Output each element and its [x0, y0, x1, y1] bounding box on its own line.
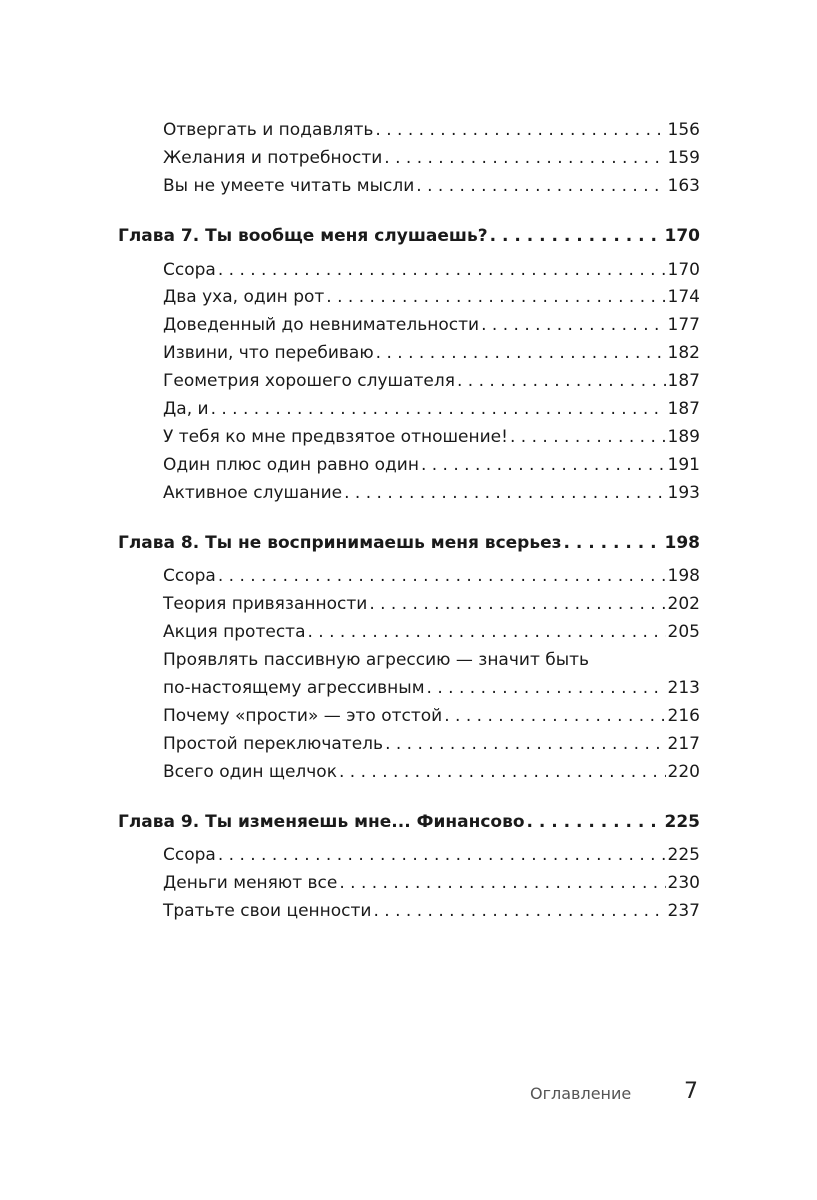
dot-leader: [510, 424, 666, 452]
toc-entry: [163, 424, 700, 452]
toc-entry-title: Один плюс один равно один: [163, 454, 419, 475]
toc-entry: [163, 340, 700, 368]
toc-entry: [163, 173, 700, 201]
page-number: 7: [684, 1079, 698, 1104]
dot-leader: [211, 396, 666, 424]
toc-entry-title: Почему «прости» — это отстой: [163, 705, 443, 726]
dot-leader: [376, 340, 666, 368]
toc-entry: [163, 117, 700, 145]
toc-chapter-entry: [118, 809, 700, 837]
toc-entry-page: 163: [667, 175, 700, 196]
toc-entry-page: 191: [667, 454, 700, 475]
dot-leader: [527, 809, 663, 837]
toc-entry-title: У тебя ко мне предвзятое отношение!: [163, 426, 508, 447]
dot-leader: [421, 452, 666, 480]
toc-entry-page: 174: [667, 287, 700, 308]
toc-entry: [163, 870, 700, 898]
toc-entry-title: Глава 9. Ты изменяешь мне... Финансово: [118, 811, 525, 832]
toc-entry: [163, 731, 700, 759]
toc-entry: [163, 898, 700, 926]
toc-entry: [163, 675, 700, 703]
dot-leader: [416, 173, 665, 201]
toc-entry: [163, 312, 700, 340]
toc-entry-title: Глава 8. Ты не воспринимаешь меня всерьез: [118, 532, 562, 553]
toc-entry-title: Доведенный до невнимательности: [163, 315, 480, 336]
toc-entry-title: Отвергать и подавлять: [163, 120, 374, 140]
toc-entry-page: 170: [664, 225, 700, 246]
toc-entry: [163, 647, 700, 675]
toc-entry-title: Деньги меняют все: [163, 873, 338, 894]
toc-entry-page: 225: [664, 811, 700, 832]
toc-entry-page: 230: [667, 873, 700, 894]
toc-entry-title: Геометрия хорошего слушателя: [163, 371, 455, 392]
toc-entry-title: Активное слушание: [163, 482, 343, 503]
toc-entry-page: 237: [667, 901, 700, 922]
dot-leader: [385, 731, 665, 759]
toc-entry: [163, 368, 700, 396]
toc-entry-title: Ссора: [163, 845, 216, 866]
toc-entry: [163, 563, 700, 591]
toc-entry: [163, 257, 700, 285]
toc-entry-page: 213: [667, 678, 700, 699]
dot-leader: [481, 312, 665, 340]
toc-entry-title: Акция протеста: [163, 622, 306, 643]
toc-entry: [163, 480, 700, 508]
toc-entry-title: Простой переключатель: [163, 733, 384, 754]
dot-leader: [384, 145, 665, 173]
dot-leader: [490, 223, 663, 251]
dot-leader: [339, 759, 666, 787]
toc-entry-page: 198: [667, 566, 700, 587]
toc-entry-title: Два уха, один рот: [163, 287, 325, 308]
toc-entry: [163, 145, 700, 173]
dot-leader: [326, 284, 665, 312]
toc-entry-title: Извини, что перебиваю: [163, 343, 374, 364]
toc-entry-title: Вы не умеете читать мысли: [163, 175, 415, 196]
toc-entry-title: Глава 7. Ты вообще меня слушаешь?: [118, 225, 488, 246]
toc-entry-page: 187: [667, 371, 700, 392]
toc-entry-page: 205: [667, 622, 700, 643]
dot-leader: [218, 257, 666, 285]
toc-chapter-entry: [118, 223, 700, 251]
toc-entry: [163, 591, 700, 619]
toc-entry: [163, 842, 700, 870]
toc-entry: [163, 703, 700, 731]
toc-entry: [163, 284, 700, 312]
toc-entry-page: 187: [667, 399, 700, 420]
toc-entry-page: 217: [667, 733, 700, 754]
toc-entry-page: 216: [667, 705, 700, 726]
toc-entry-title: Да, и: [163, 399, 209, 420]
toc-entry-title: Теория привязанности: [163, 594, 368, 615]
toc-entry: [163, 619, 700, 647]
dot-leader: [218, 842, 666, 870]
dot-leader: [373, 898, 665, 926]
toc-entry-page: 220: [667, 761, 700, 782]
toc-entry-title: Ссора: [163, 566, 216, 587]
toc-entry-page: 177: [667, 315, 700, 336]
dot-leader: [369, 591, 665, 619]
toc-entry-page: 189: [667, 426, 700, 447]
dot-leader: [218, 563, 666, 591]
toc-entry-page: 202: [667, 594, 700, 615]
dot-leader: [564, 530, 663, 558]
toc-entry: [163, 452, 700, 480]
running-footer-label: Оглавление: [530, 1084, 632, 1103]
toc-entry-title: по-настоящему агрессивным: [163, 678, 425, 699]
toc-entry-title: Желания и потребности: [163, 147, 383, 168]
dot-leader: [457, 368, 666, 396]
toc-entry-title: Всего один щелчок: [163, 761, 337, 782]
dot-leader: [307, 619, 665, 647]
dot-leader: [339, 870, 665, 898]
dot-leader: [444, 703, 665, 731]
dot-leader: [344, 480, 665, 508]
toc-entry-page: 156: [667, 120, 700, 140]
toc-entry-title: Проявлять пассивную агрессию — значит быть: [163, 650, 590, 671]
toc-entry-page: 198: [664, 532, 700, 553]
dot-leader: [427, 675, 666, 703]
toc-chapter-entry: [118, 530, 700, 558]
toc-entry-page: 225: [667, 845, 700, 866]
table-of-contents: [118, 117, 700, 926]
dot-leader: [375, 117, 665, 145]
toc-entry: [163, 759, 700, 787]
toc-entry-page: 170: [667, 259, 700, 280]
toc-entry: [163, 396, 700, 424]
toc-entry-title: Ссора: [163, 259, 216, 280]
toc-entry-page: 193: [667, 482, 700, 503]
toc-entry-title: Тратьте свои ценности: [163, 901, 372, 922]
toc-entry-page: 182: [667, 343, 700, 364]
toc-entry-page: 159: [667, 147, 700, 168]
